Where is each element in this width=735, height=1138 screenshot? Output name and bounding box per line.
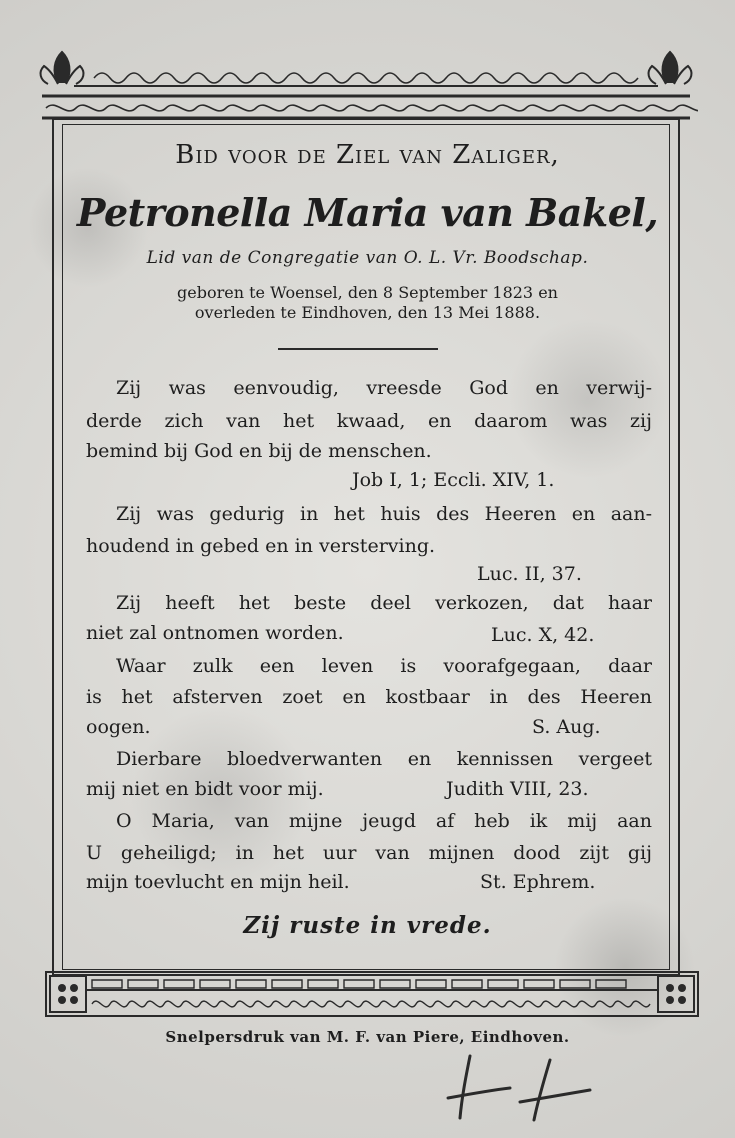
scripture-reference: St. Ephrem. [480, 871, 596, 893]
scripture-reference: Luc. II, 37. [477, 563, 582, 585]
congregation-membership: Lid van de Congregatie van O. L. Vr. Boodschap. [146, 248, 589, 268]
deceased-name: Petronella Maria van Bakel, [76, 190, 659, 235]
scripture-reference: Judith VIII, 23. [446, 778, 589, 800]
scripture-reference: Luc. X, 42. [491, 624, 595, 646]
handwritten-mark [440, 1046, 610, 1126]
divider-rule [278, 348, 438, 350]
body-line: Zij heeft het beste deel verkozen, dat haar [116, 592, 652, 614]
death-line: overleden te Eindhoven, den 13 Mei 1888. [194, 303, 541, 322]
body-line: niet zal ontnomen worden. [86, 622, 344, 644]
scripture-reference: S. Aug. [532, 716, 601, 738]
body-line: mij niet en bidt voor mij. [86, 778, 324, 800]
body-line: derde zich van het kwaad, en daarom was zij [86, 410, 652, 432]
body-line: is het afsterven zoet en kostbaar in des Heeren [86, 686, 652, 708]
body-line: houdend in gebed en in versterving. [86, 535, 436, 557]
prayer-heading: Bid voor de Ziel van Zaliger, [175, 140, 560, 170]
body-line: Waar zulk een leven is voorafgegaan, daar [116, 655, 652, 677]
body-line: Zij was eenvoudig, vreesde God en verwij- [116, 377, 652, 399]
body-line: mijn toevlucht en mijn heil. [86, 871, 350, 893]
bottom-ornament [44, 968, 700, 1020]
top-ornament [34, 44, 698, 124]
body-line: oogen. [86, 716, 151, 738]
scripture-reference: Job I, 1; Eccli. XIV, 1. [352, 469, 555, 491]
body-line: bemind bij God en bij de menschen. [86, 440, 432, 462]
printer-imprint: Snelpersdruk van M. F. van Piere, Eindhoven. [165, 1028, 570, 1046]
body-line: U geheiligd; in het uur van mijnen dood zijt gij [86, 842, 652, 864]
body-line: O Maria, van mijne jeugd af heb ik mij aan [116, 810, 652, 832]
birth-line: geboren te Woensel, den 8 September 1823 en [177, 283, 558, 302]
body-line: Dierbare bloedverwanten en kennissen vergeet [116, 748, 652, 770]
closing-blessing: Zij ruste in vrede. [243, 912, 492, 939]
body-line: Zij was gedurig in het huis des Heeren en aan- [116, 503, 652, 525]
